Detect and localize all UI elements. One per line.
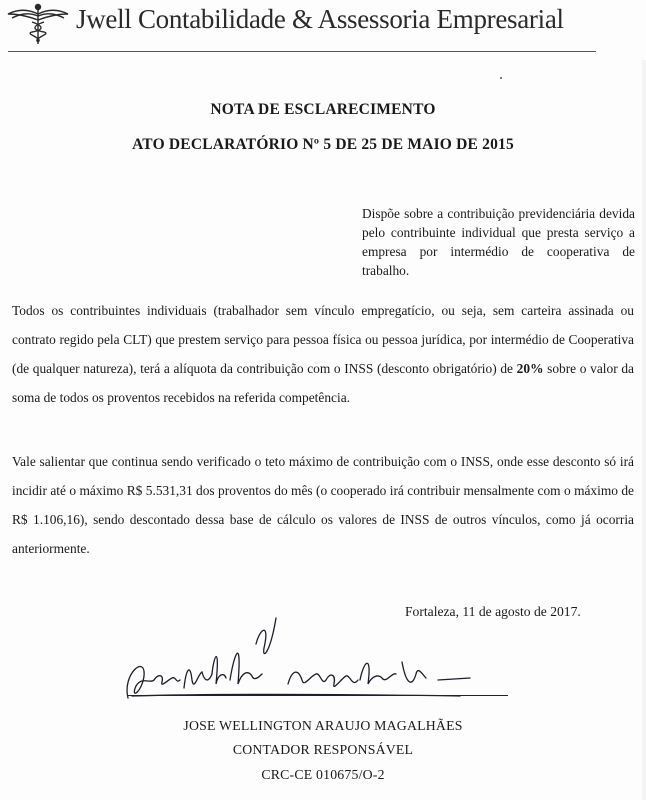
paragraph-2: Vale salientar que continua sendo verificado o teto máximo de contribuição com o INSS, onde esse desconto só irá incidir até o máximo R$ 5.531,31 dos proventos do mês (o cooperado irá contribuir mensalmente com o máximo de R$ 1.106,16), sendo descontado dessa base de cálculo os valores de INSS de outros vínculos, como já ocorria anteriormente. — [12, 454, 634, 556]
header-divider — [8, 51, 596, 52]
paragraph-1 — [12, 296, 634, 412]
summary-block: Dispõe sobre a contribuição previdenciária devida pelo contribuinte individual que presta serviço a empresa por intermédio de cooperativa de trabalho. — [362, 206, 635, 278]
place-date: Fortaleza, 11 de agosto de 2017. — [405, 604, 581, 619]
document-title: NOTA DE ESCLARECIMENTO — [210, 101, 436, 118]
signer-role: CONTADOR RESPONSÁVEL — [232, 742, 414, 757]
signature-line — [128, 695, 508, 696]
rate-highlight: 20% — [516, 361, 544, 376]
paragraph-1-text-b: sobre o valor da soma de todos os proventos recebidos na referida competência. — [12, 361, 634, 405]
caduceus-icon — [6, 2, 70, 46]
handwritten-signature — [120, 614, 480, 714]
company-name: Jwell Contabilidade & Assessoria Empresarial — [76, 4, 564, 34]
signer-name: JOSE WELLINGTON ARAUJO MAGALHÃES — [183, 718, 463, 733]
paragraph-1-text-a: Todos os contribuintes individuais (trabalhador sem vínculo empregatício, ou seja, sem carteira assinada ou contrato regido pela CLT) que prestem serviço para pessoa física ou pessoa jurídica, por intermédio de Cooperativa (de qualquer natureza), terá a alíquota da contribuição com o INSS (desconto obrigatório) de — [12, 303, 634, 376]
scan-edge — [642, 60, 646, 800]
document-subtitle: ATO DECLARATÓRIO Nº 5 DE 25 DE MAIO DE 2015 — [132, 136, 514, 153]
letterhead — [0, 0, 646, 60]
scan-speck — [500, 77, 502, 79]
signer-registration: CRC-CE 010675/O-2 — [261, 767, 385, 782]
